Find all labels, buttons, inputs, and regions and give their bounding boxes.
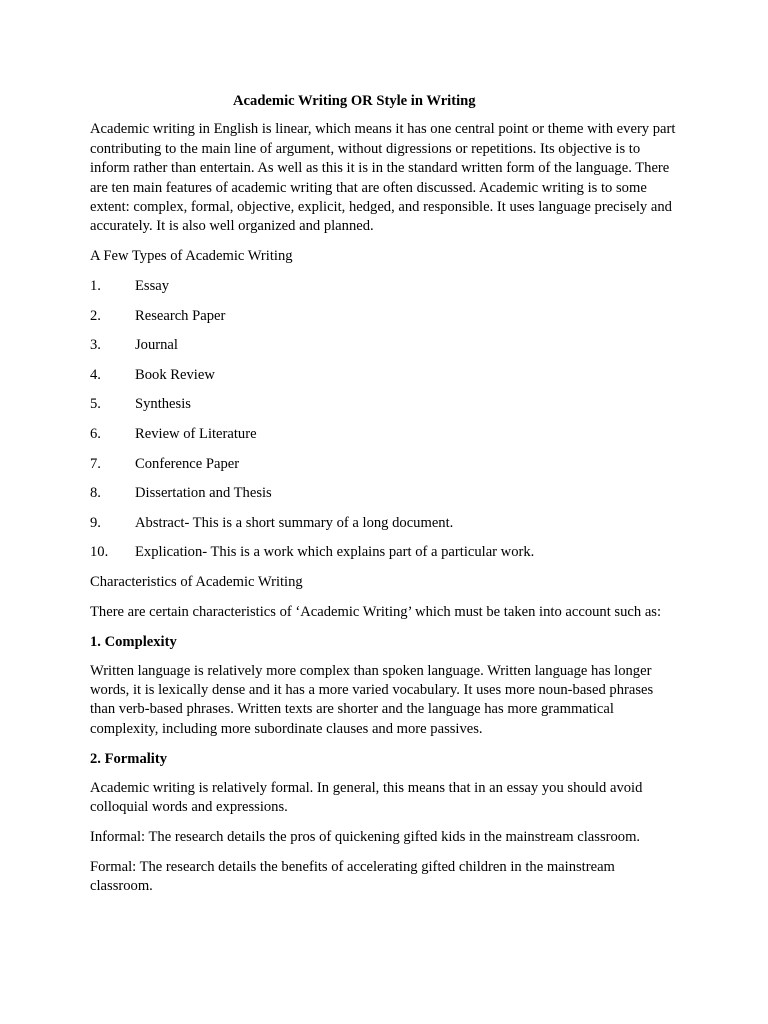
list-number: 4. <box>90 366 101 383</box>
intro-paragraph: Academic writing in English is linear, which means it has one central point or theme with every part contributing to the main line of argument, without digressions or repetitions. Its objective is to inform rather than entertain. As well as this it is in the standard written form of the language. There are ten main features of academic writing that are often discussed. Academic writing is to some extent: complex, formal, objective, explicit, hedged, and responsible. It uses language precisely and accurately. It is also well organized and planned. <box>90 121 676 235</box>
list-text: Explication- This is a work which explains part of a particular work. <box>135 544 535 561</box>
document-title: Academic Writing OR Style in Writing <box>233 93 476 109</box>
list-number: 6. <box>90 426 101 442</box>
list-item <box>90 336 680 355</box>
list-number: 7. <box>90 455 101 472</box>
list-text: Conference Paper <box>135 455 240 472</box>
list-number: 5. <box>90 396 101 413</box>
list-text: Essay <box>135 278 170 295</box>
list-text: Journal <box>135 337 178 354</box>
complexity-paragraph: Written language is relatively more complex than spoken language. Written language has longer words, it is lexically dense and it has a more varied vocabulary. It uses more noun-based phrases than verb-based phrases. Written texts are shorter and the language has more grammatical complexity, including more subordinate clauses and more passives. <box>90 662 654 737</box>
formality-paragraph: Academic writing is relatively formal. In general, this means that in an essay you should avoid colloquial words and expressions. <box>90 779 643 815</box>
list-item <box>90 277 680 296</box>
list-text: Review of Literature <box>135 426 257 442</box>
list-item <box>90 395 680 414</box>
document-page <box>90 92 680 907</box>
list-item <box>90 455 680 474</box>
formal-example: Formal: The research details the benefits of accelerating gifted children in the mainstream classroom. <box>90 858 615 894</box>
list-number: 3. <box>90 337 101 354</box>
list-item <box>90 514 680 533</box>
list-item <box>90 543 680 562</box>
informal-example: Informal: The research details the pros of quickening gifted kids in the mainstream classroom. <box>90 828 641 845</box>
list-text: Dissertation and Thesis <box>135 485 272 502</box>
list-number: 10. <box>90 544 109 561</box>
list-item <box>90 307 680 326</box>
list-text: Synthesis <box>135 396 191 413</box>
types-list <box>90 277 680 563</box>
list-text: Research Paper <box>135 307 226 324</box>
list-item <box>90 484 680 503</box>
list-number: 9. <box>90 514 101 531</box>
types-heading: A Few Types of Academic Writing <box>90 248 293 265</box>
list-number: 1. <box>90 278 101 295</box>
complexity-heading: 1. Complexity <box>90 633 177 650</box>
list-text: Book Review <box>135 366 215 383</box>
list-text: Abstract- This is a short summary of a long document. <box>135 514 454 531</box>
list-item <box>90 366 680 385</box>
formality-heading: 2. Formality <box>90 750 168 767</box>
list-number: 8. <box>90 485 101 502</box>
characteristics-intro: There are certain characteristics of ‘Academic Writing’ which must be taken into account such as: <box>90 603 662 620</box>
list-item <box>90 425 680 444</box>
list-number: 2. <box>90 307 101 324</box>
characteristics-heading: Characteristics of Academic Writing <box>90 573 303 590</box>
